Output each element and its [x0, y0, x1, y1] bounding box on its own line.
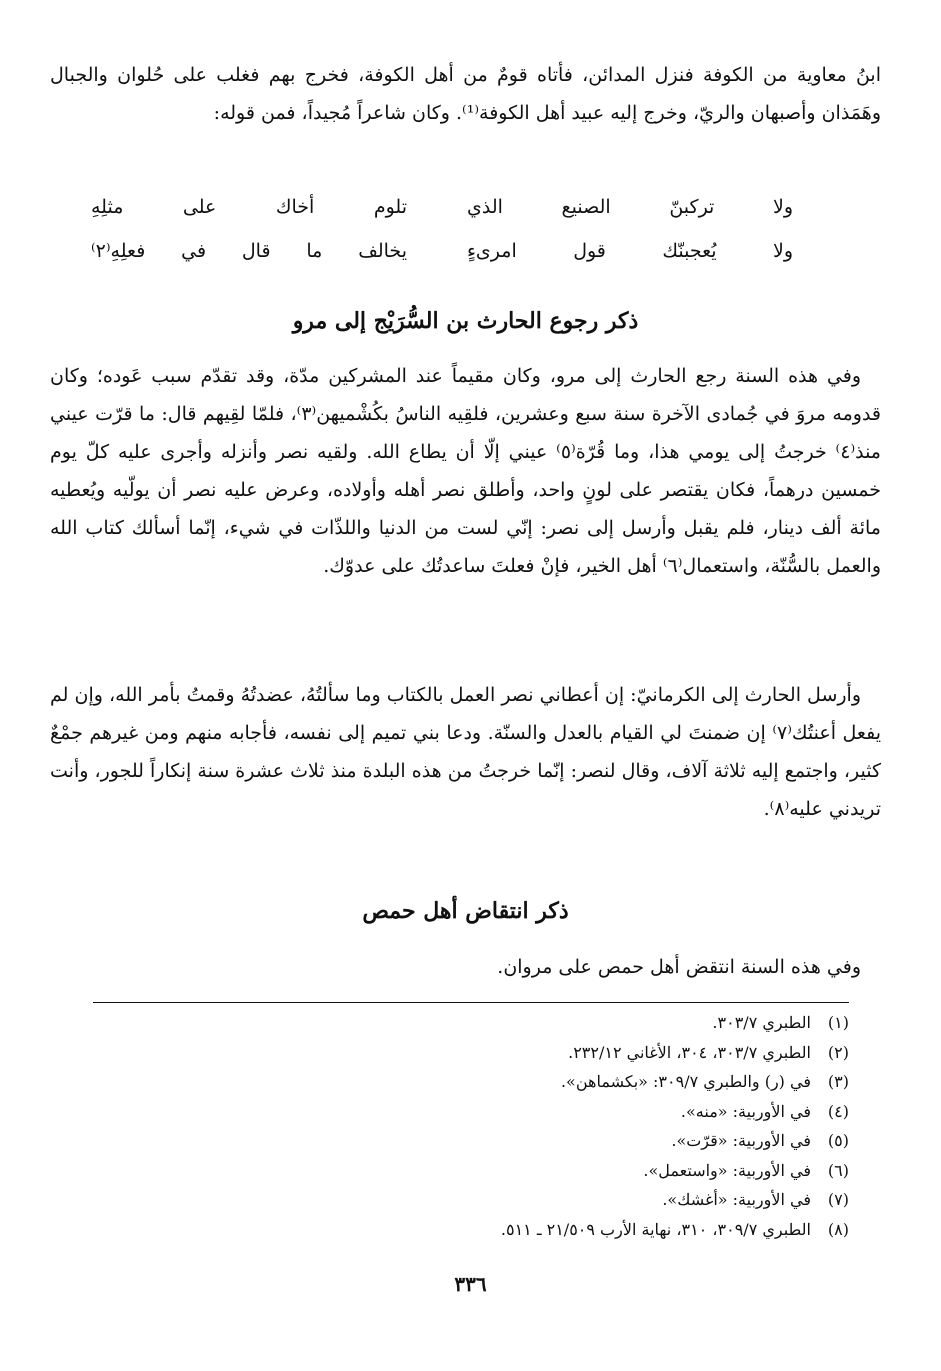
section-heading-harith-return: ذكر رجوع الحارث بن السُّرَيْج إلى مرو: [292, 308, 639, 334]
footnote-number: (٧): [827, 1190, 849, 1209]
footnote-text: في الأوربية: «منه».: [680, 1101, 811, 1121]
footnote-number: (٥): [827, 1131, 849, 1150]
footnote-text: الطبري ٣٠٣/٧، ٣٠٤، الأغاني ٢٣٢/١٢.: [568, 1042, 811, 1062]
verse-1-hemistich-1: ولا تركبنّ الصنيع الذي: [467, 196, 793, 218]
verse-2-hemistich-1: ولا يُعجبنّك قول امرىءٍ: [467, 240, 793, 262]
verse-2-hemistich-2: يخالف ما قال في فعلِهِ⁽٢⁾: [91, 240, 407, 262]
footnote-item: [89, 1215, 849, 1245]
footnote-separator: [93, 1002, 849, 1003]
footnote-number: (٣): [827, 1072, 849, 1091]
footnote-text: في الأوربية: «قرّت».: [671, 1131, 811, 1150]
footnote-item: [89, 1008, 849, 1038]
footnote-number: (٢): [827, 1042, 849, 1062]
verse-1-hemistich-2: تلوم أخاك على مثلِهِ: [91, 196, 407, 218]
footnote-item: [89, 1185, 849, 1215]
footnote-item: [89, 1126, 849, 1156]
footnote-number: (٦): [827, 1160, 849, 1180]
footnote-text: في الأوربية: «أغشك».: [662, 1190, 811, 1209]
footnote-item: [89, 1038, 849, 1068]
footnote-text: في (ر) والطبري ٣٠٩/٧: «بكشماهن».: [560, 1072, 811, 1091]
paragraph-hims-revolt: وفي هذه السنة انتقض أهل حمص على مروان.: [497, 956, 861, 978]
footnote-item: [89, 1097, 849, 1127]
paragraph-opening: ابنُ معاوية من الكوفة فنزل المدائن، فأتاه قومٌ من أهل الكوفة، فخرج بهم فغلب على حُلوان والجبال وهَمَذان وأصبهان والريّ، وخرج إليه عبيد أهل الكوفة⁽¹⁾. وكان شاعراً مُجيداً، فمن قوله:: [50, 64, 881, 124]
footnote-text: الطبري ٣٠٩/٧، ٣١٠، نهاية الأرب ٢١/٥٠٩ ـ ٥١١.: [500, 1219, 811, 1239]
footnote-item: [89, 1156, 849, 1186]
paragraph-harith-return: وفي هذه السنة رجع الحارث إلى مرو، وكان مقيماً عند المشركين مدّة، وقد تقدّم سبب عَوده؛ وكان قدومه مروَ في جُمادى الآخرة سنة سبع وعشرين، فلقِيه الناسُ بكُشْميهن⁽٣⁾، فلمّا لقِيهم قال: ما قرّت عيني منذ⁽٤⁾ خرجتُ إلى يومي هذا، وما قُرّة⁽٥⁾ عيني إلّا أن يطاع الله. ولقيه نصر وأنزله وأجرى عليه كلّ يوم خمسين درهماً، فكان يقتصر على لونٍ واحد، وأطلق نصر أهله وأولاده، وعرض عليه نصر أن يولّيه ويُعطيه مائة ألف دينار، فلم يقبل وأرسل إلى نصر: إنّي لست من الدنيا واللذّات في شيء، إنّما أسألك كتاب الله والعمل بالسُّنّة، واستعمال⁽٦⁾ أهل الخير، فإنْ فعلتَ ساعدتُك على عدوّك.: [50, 365, 882, 577]
footnote-item: [89, 1067, 849, 1097]
section-heading-hims-revolt: ذكر انتقاض أهل حمص: [362, 898, 569, 924]
footnote-number: (٤): [827, 1101, 849, 1121]
footnote-text: الطبري ٣٠٣/٧.: [712, 1013, 811, 1032]
footnote-number: (١): [827, 1013, 849, 1032]
footnotes: [89, 1008, 849, 1244]
footnote-text: في الأوربية: «واستعمل».: [643, 1160, 811, 1180]
paragraph-harith-letter: وأرسل الحارث إلى الكرمانيّ: إن أعطاني نصر العمل بالكتاب وما سألتُهُ، عضدتُهُ وقمتُ بأمر الله، وإن لم يفعل أعنتُك⁽٧⁾ إن ضمنتَ لي القيام بالعدل والسنّة. ودعا بني تميم إلى نفسه، فأجابه منهم ومن غيرهم جمْعٌ كثير، واجتمع إليه ثلاثة آلاف، وقال لنصر: إنّما خرجتُ من هذه البلدة منذ ثلاث عشرة سنة إنكاراً للجور، وأنت تريدني عليه⁽٨⁾.: [50, 684, 881, 820]
footnote-number: (٨): [827, 1219, 849, 1239]
page-number: ٣٣٦: [454, 1272, 487, 1296]
